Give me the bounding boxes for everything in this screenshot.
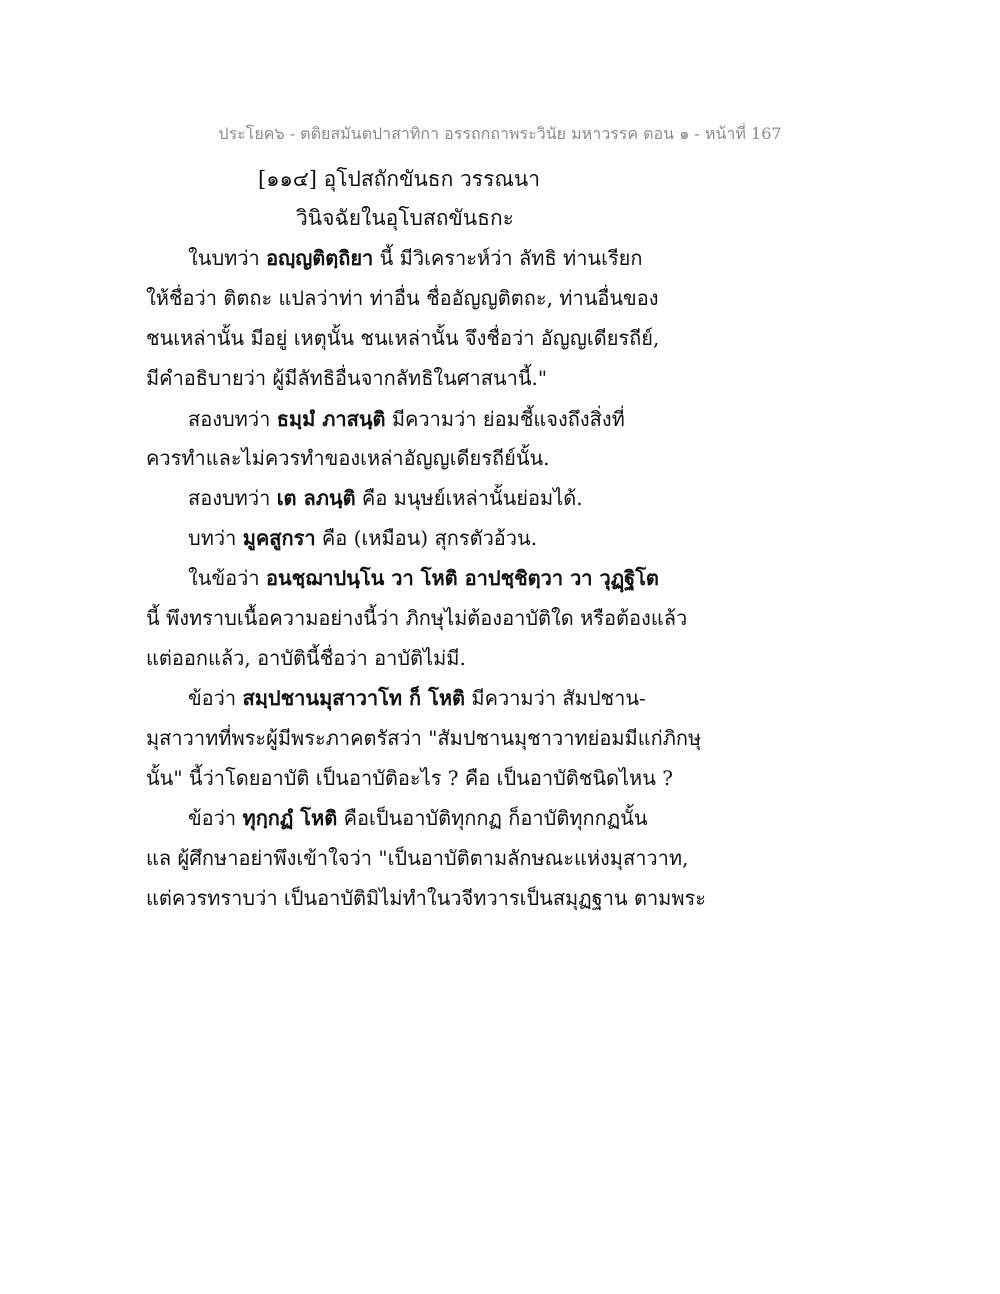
body-line-11 xyxy=(146,642,466,674)
line-text: นั้น" นี้ว่าโดยอาบัติ เป็นอาบัติอะไร ? คือ เป็นอาบัติชนิดไหน ? xyxy=(146,766,673,790)
line-text: สองบทว่า xyxy=(188,407,277,431)
body-line-7 xyxy=(188,482,583,514)
line-text: สองบทว่า xyxy=(188,486,277,510)
line-text: นี้ มีวิเคราะห์ว่า ลัทธิ ท่านเรียก xyxy=(373,246,643,270)
line-text: ข้อว่า xyxy=(188,686,243,710)
body-line-1 xyxy=(188,242,643,274)
line-text: คือ มนุษย์เหล่านั้นย่อมได้. xyxy=(355,486,583,510)
body-line-2 xyxy=(146,282,659,314)
line-text: คือ (เหมือน) สุกรตัวอ้วน. xyxy=(315,526,538,550)
pali-term: อนชฺฌาปนฺโน วา โหติ อาปชฺชิตฺวา วา วุฏฺฐิโต xyxy=(265,566,659,590)
body-line-10 xyxy=(146,602,687,634)
pali-term: ทุกฺกฏํ โหติ xyxy=(242,806,338,830)
line-text: ให้ชื่อว่า ติตถะ แปลว่าท่า ท่าอื่น ชื่ออัญญติตถะ, ท่านอื่นของ xyxy=(146,286,659,310)
pali-term: ธมฺมํ ภาสนฺติ xyxy=(276,407,386,431)
section-subtitle: วินิจฉัยในอุโบสถขันธกะ xyxy=(296,206,514,230)
line-text: แล ผู้ศึกษาอย่าพึงเข้าใจว่า "เป็นอาบัติตามลักษณะแห่งมุสาวาท, xyxy=(146,846,689,870)
line-text: ในข้อว่า xyxy=(188,566,266,590)
body-line-8 xyxy=(188,522,537,554)
line-text: ชนเหล่านั้น มีอยู่ เหตุนั้น ชนเหล่านั้น จึงชื่อว่า อัญญเดียรถีย์, xyxy=(146,326,660,350)
body-line-4 xyxy=(146,362,547,394)
pali-term: อญฺญติตฺถิยา xyxy=(266,246,374,270)
line-text: บทว่า xyxy=(188,526,243,550)
section-title: [๑๑๔] อุโปสถักขันธก วรรณนา xyxy=(258,167,540,191)
body-line-13 xyxy=(146,722,701,754)
line-text: มีความว่า สัมปชาน- xyxy=(465,686,646,710)
body-line-17 xyxy=(146,882,706,914)
pali-term: สมฺปชานมุสาวาโท ก็ โหติ xyxy=(242,686,466,710)
line-text: นี้ พึงทราบเนื้อความอย่างนี้ว่า ภิกษุไม่ต้องอาบัติใด หรือต้องแล้ว xyxy=(146,606,688,630)
body-line-6 xyxy=(146,442,550,474)
line-text: แต่ควรทราบว่า เป็นอาบัติมิไม่ทำในวจีทวารเป็นสมุฏฐาน ตามพระ xyxy=(146,886,707,910)
line-text: มุสาวาทที่พระผู้มีพระภาคตรัสว่า "สัมปชานมุชาวาทย่อมมีแก่ภิกษุ xyxy=(146,726,702,750)
body-line-14 xyxy=(146,762,673,794)
line-text: คือเป็นอาบัติทุกกฏ ก็อาบัติทุกกฏนั้น xyxy=(337,806,648,830)
line-text: ควรทำและไม่ควรทำของเหล่าอัญญเดียรถีย์นั้น. xyxy=(146,446,550,470)
line-text: มีความว่า ย่อมชี้แจงถึงสิ่งที่ xyxy=(385,407,625,431)
body-line-12 xyxy=(188,682,646,714)
body-line-3 xyxy=(146,322,659,354)
pali-term: เต ลภนฺติ xyxy=(276,486,356,510)
line-text: มีคำอธิบายว่า ผู้มีลัทธิอื่นจากลัทธิในศาสนานี้." xyxy=(146,366,548,390)
body-line-15 xyxy=(188,802,648,834)
body-line-16 xyxy=(146,842,688,874)
pali-term: มูคสูกรา xyxy=(242,526,316,550)
line-text: แต่ออกแล้ว, อาบัตินี้ชื่อว่า อาบัติไม่มี. xyxy=(146,646,466,670)
body-line-9 xyxy=(188,562,659,594)
body-line-5 xyxy=(188,403,625,435)
running-header: ประโยค๖ - ตติยสมันตปาสาทิกา อรรถกถาพระวินัย มหาวรรค ตอน ๑ - หน้าที่ 167 xyxy=(218,124,782,143)
line-text: ข้อว่า xyxy=(188,806,243,830)
line-text: ในบทว่า xyxy=(188,246,267,270)
